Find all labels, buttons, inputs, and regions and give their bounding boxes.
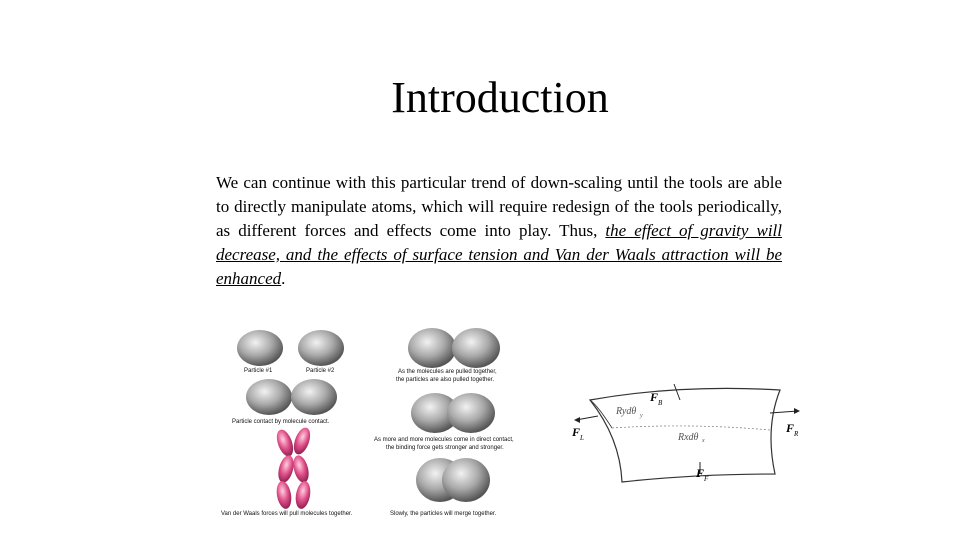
surface-tension-diagram [560,378,810,498]
paragraph-text: We can continue with this particular trend of down-scaling until the tools are able to directly manipulate atoms, which will require redesign of the tools periodically, as different forces and effects come into play. Thus, [216,173,782,240]
force-r-sub: R [794,430,799,438]
slide-title: Introduction [391,73,609,122]
vdw-caption: Van der Waals forces will pull molecules together. [221,511,353,517]
merge-caption-3: Slowly, the particles will merge together. [390,511,497,517]
force-b-label: F [650,390,659,404]
particle-1-label: Particle #1 [244,368,273,374]
force-f-sub: F [704,475,709,483]
force-b-sub: B [658,399,663,407]
intro-paragraph [216,171,782,291]
merge-caption-2a: As more and more molecules come in direct contact, [374,437,514,443]
merge-caption-2b: the binding force gets stronger and stronger. [386,445,504,451]
force-l-label: F [572,425,581,439]
van-der-waals-figure [218,325,380,520]
merge-caption-1b: the particles are also pulled together. [396,377,495,383]
contact-caption: Particle contact by molecule contact. [232,419,330,425]
force-f-label: F [696,466,705,480]
ry-label: Rydθ [616,406,637,417]
paragraph-emphasis: the effect of gravity will decrease, and the effects of surface tension and Van der Waals attraction will be enhanced [216,221,782,288]
merge-caption-1a: As the molecules are pulled together, [398,369,497,375]
paragraph-end: . [281,269,286,288]
particle-2-sphere [298,330,344,366]
particle-1-sphere [237,330,283,366]
particle-merging-figure [368,325,543,520]
ry-sub: y [640,413,643,419]
molecule-pairs [274,425,314,510]
force-r-label: F [786,421,795,435]
particle-2-label: Particle #2 [306,368,335,374]
rx-label: Rxdθ [678,432,699,443]
rx-sub: x [702,438,705,444]
force-l-sub: L [580,434,584,442]
